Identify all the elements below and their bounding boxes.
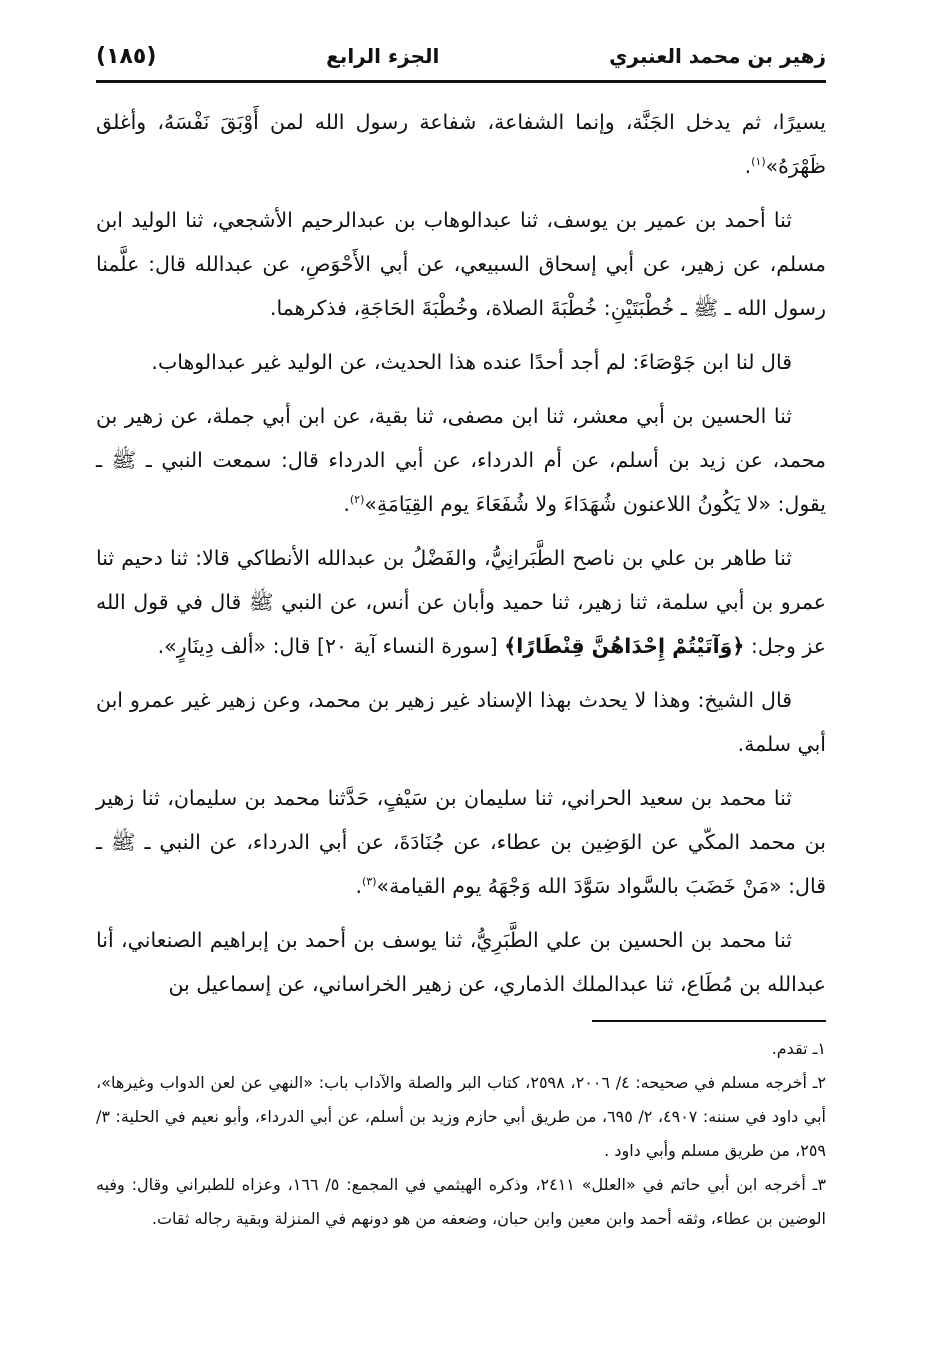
paragraph-2: ثنا أحمد بن عمير بن يوسف، ثنا عبدالوهاب بن عبدالرحيم الأشجعي، ثنا الوليد ابن مسلم، عن زهير، عن أبي إسحاق السبيعي، عن أبي الأَحْوَصِ، عن عبدالله قال: علَّمنا رسول الله ـ ﷺ ـ خُطْبَتَيْنِ: خُطْبَةَ الصلاة، وخُطْبَةَ الحَاجَةِ، فذكرهما. (96, 208, 826, 320)
footnote-marker-3: (٣) (362, 875, 377, 889)
footnote-marker-2: (٢) (349, 493, 365, 507)
page-header (96, 36, 826, 76)
paragraph-7: ثنا محمد بن سعيد الحراني، ثنا سليمان بن سَيْفٍ، حَدَّثنا محمد بن سليمان، ثنا زهير بن محمد المكّي عن الوَضِين بن عطاء، عن جُنَادَةَ، عن أبي الدرداء، عن النبي ـ ﷺ ـ قال: «مَنْ خَضَبَ بالسَّواد سَوَّدَ الله وَجْهَهُ يوم القيامة»$^{(٣)}$. (96, 786, 826, 898)
footnote-marker-1: (١) (751, 155, 766, 169)
paragraph-5-tail: قال: «ألف دِينَارٍ». (157, 634, 317, 658)
main-text (96, 100, 826, 1016)
paragraph-5-text: ثنا طاهر بن علي بن ناصح الطَّبَرانِيُّ، والفَضْلُ بن عبدالله الأنطاكي قالا: ثنا دحيم ثنا عمرو بن أبي سلمة، ثنا زهير، ثنا حميد وأبان عن أنس، عن النبي ﷺ قال في قول الله عز وجل: (96, 546, 826, 658)
footnote-rule (592, 1020, 826, 1022)
paragraph-6: قال الشيخ: وهذا لا يحدث بهذا الإسناد غير زهير بن محمد، وعن زهير غير عمرو ابن أبي سلمة. (96, 688, 826, 756)
paragraph-5 (96, 536, 826, 668)
page-number: (١٨٥) (96, 43, 157, 69)
paragraph-4-text: ثنا الحسين بن أبي معشر، ثنا ابن مصفى، ثنا بقية، عن ابن أبي جملة، عن زهير بن محمد، عن زيد بن أسلم، عن أم الدرداء، عن أبي الدرداء قال: سمعت النبي ـ ﷺ ـ يقول: «لا يَكُونُ اللاعنون شُهَدَاءَ ولا شُفَعَاءَ يوم القِيَامَةِ» (96, 404, 826, 516)
paragraph-1: يسيرًا، ثم يدخل الجَنَّة، وإنما الشفاعة، شفاعة رسول الله لمن أَوْبَقَ نَفْسَهُ، وأغلق ظَهْرَهُ»$^{(١)}$. (96, 110, 826, 178)
footnote-1: ١ـ تقدم. (771, 1039, 826, 1058)
footnote-2: ٢ـ أخرجه مسلم في صحيحه: ٤/ ٢٠٠٦، ٢٥٩٨، كتاب البر والصلة والآداب باب: «النهي عن لعن الدواب وغيرها»، أبي داود في سننه: ٤٩٠٧، ٢/ ٦٩٥، من طريق أبي حازم وزيد بن أسلم، عن أبي الدرداء، وأبو نعيم في الحلية: ٣/ ٢٥٩، من طريق مسلم وأبي داود . (96, 1073, 827, 1160)
paragraph-7-text: ثنا محمد بن سعيد الحراني، ثنا سليمان بن سَيْفٍ، حَدَّثنا محمد بن سليمان، ثنا زهير بن محمد المكّي عن الوَضِين بن عطاء، عن جُنَادَةَ، عن أبي الدرداء، عن النبي ـ ﷺ ـ قال: «مَنْ خَضَبَ بالسَّواد سَوَّدَ الله وَجْهَهُ يوم القيامة» (96, 786, 826, 898)
quran-verse: ﴿وَآتَيْتُمْ إِحْدَاهُنَّ قِنْطَارًا﴾ (504, 634, 745, 658)
paragraph-8: ثنا محمد بن الحسين بن علي الطَّبَرِيُّ، ثنا يوسف بن أحمد بن إبراهيم الصنعاني، أنا عبدالله بن مُطَاع، ثنا عبدالملك الذماري، عن زهير الخراساني، عن إسماعيل بن (96, 928, 826, 996)
header-rule (96, 80, 826, 83)
paragraph-4: ثنا الحسين بن أبي معشر، ثنا ابن مصفى، ثنا بقية، عن ابن أبي جملة، عن زهير بن محمد، عن زيد بن أسلم، عن أم الدرداء، عن أبي الدرداء قال: سمعت النبي ـ ﷺ ـ يقول: «لا يَكُونُ اللاعنون شُهَدَاءَ ولا شُفَعَاءَ يوم القِيَامَةِ»$^{(٢)}$. (96, 404, 826, 516)
footnote-3: ٣ـ أخرجه ابن أبي حاتم في «العلل» ٢٤١١، وذكره الهيثمي في المجمع: ٥/ ١٦٦، وعزاه للطبراني وقال: وفيه الوضين بن عطاء، وثقه أحمد وابن معين وابن حبان، وضعفه من هو دونهم في المنزلة وبقية رجاله ثقات. (96, 1175, 827, 1228)
book-title: زهير بن محمد العنبري (609, 44, 826, 68)
paragraph-3: قال لنا ابن جَوْصَاءَ: لم أجد أحدًا عنده هذا الحديث، عن الوليد غير عبدالوهاب. (151, 350, 792, 374)
footnotes (96, 1032, 826, 1236)
paragraph-1-text: يسيرًا، ثم يدخل الجَنَّة، وإنما الشفاعة، شفاعة رسول الله لمن أَوْبَقَ نَفْسَهُ، وأغلق ظَهْرَهُ» (96, 110, 826, 178)
part-title: الجزء الرابع (326, 44, 440, 68)
quran-reference: [سورة النساء آية ٢٠] (316, 634, 498, 658)
